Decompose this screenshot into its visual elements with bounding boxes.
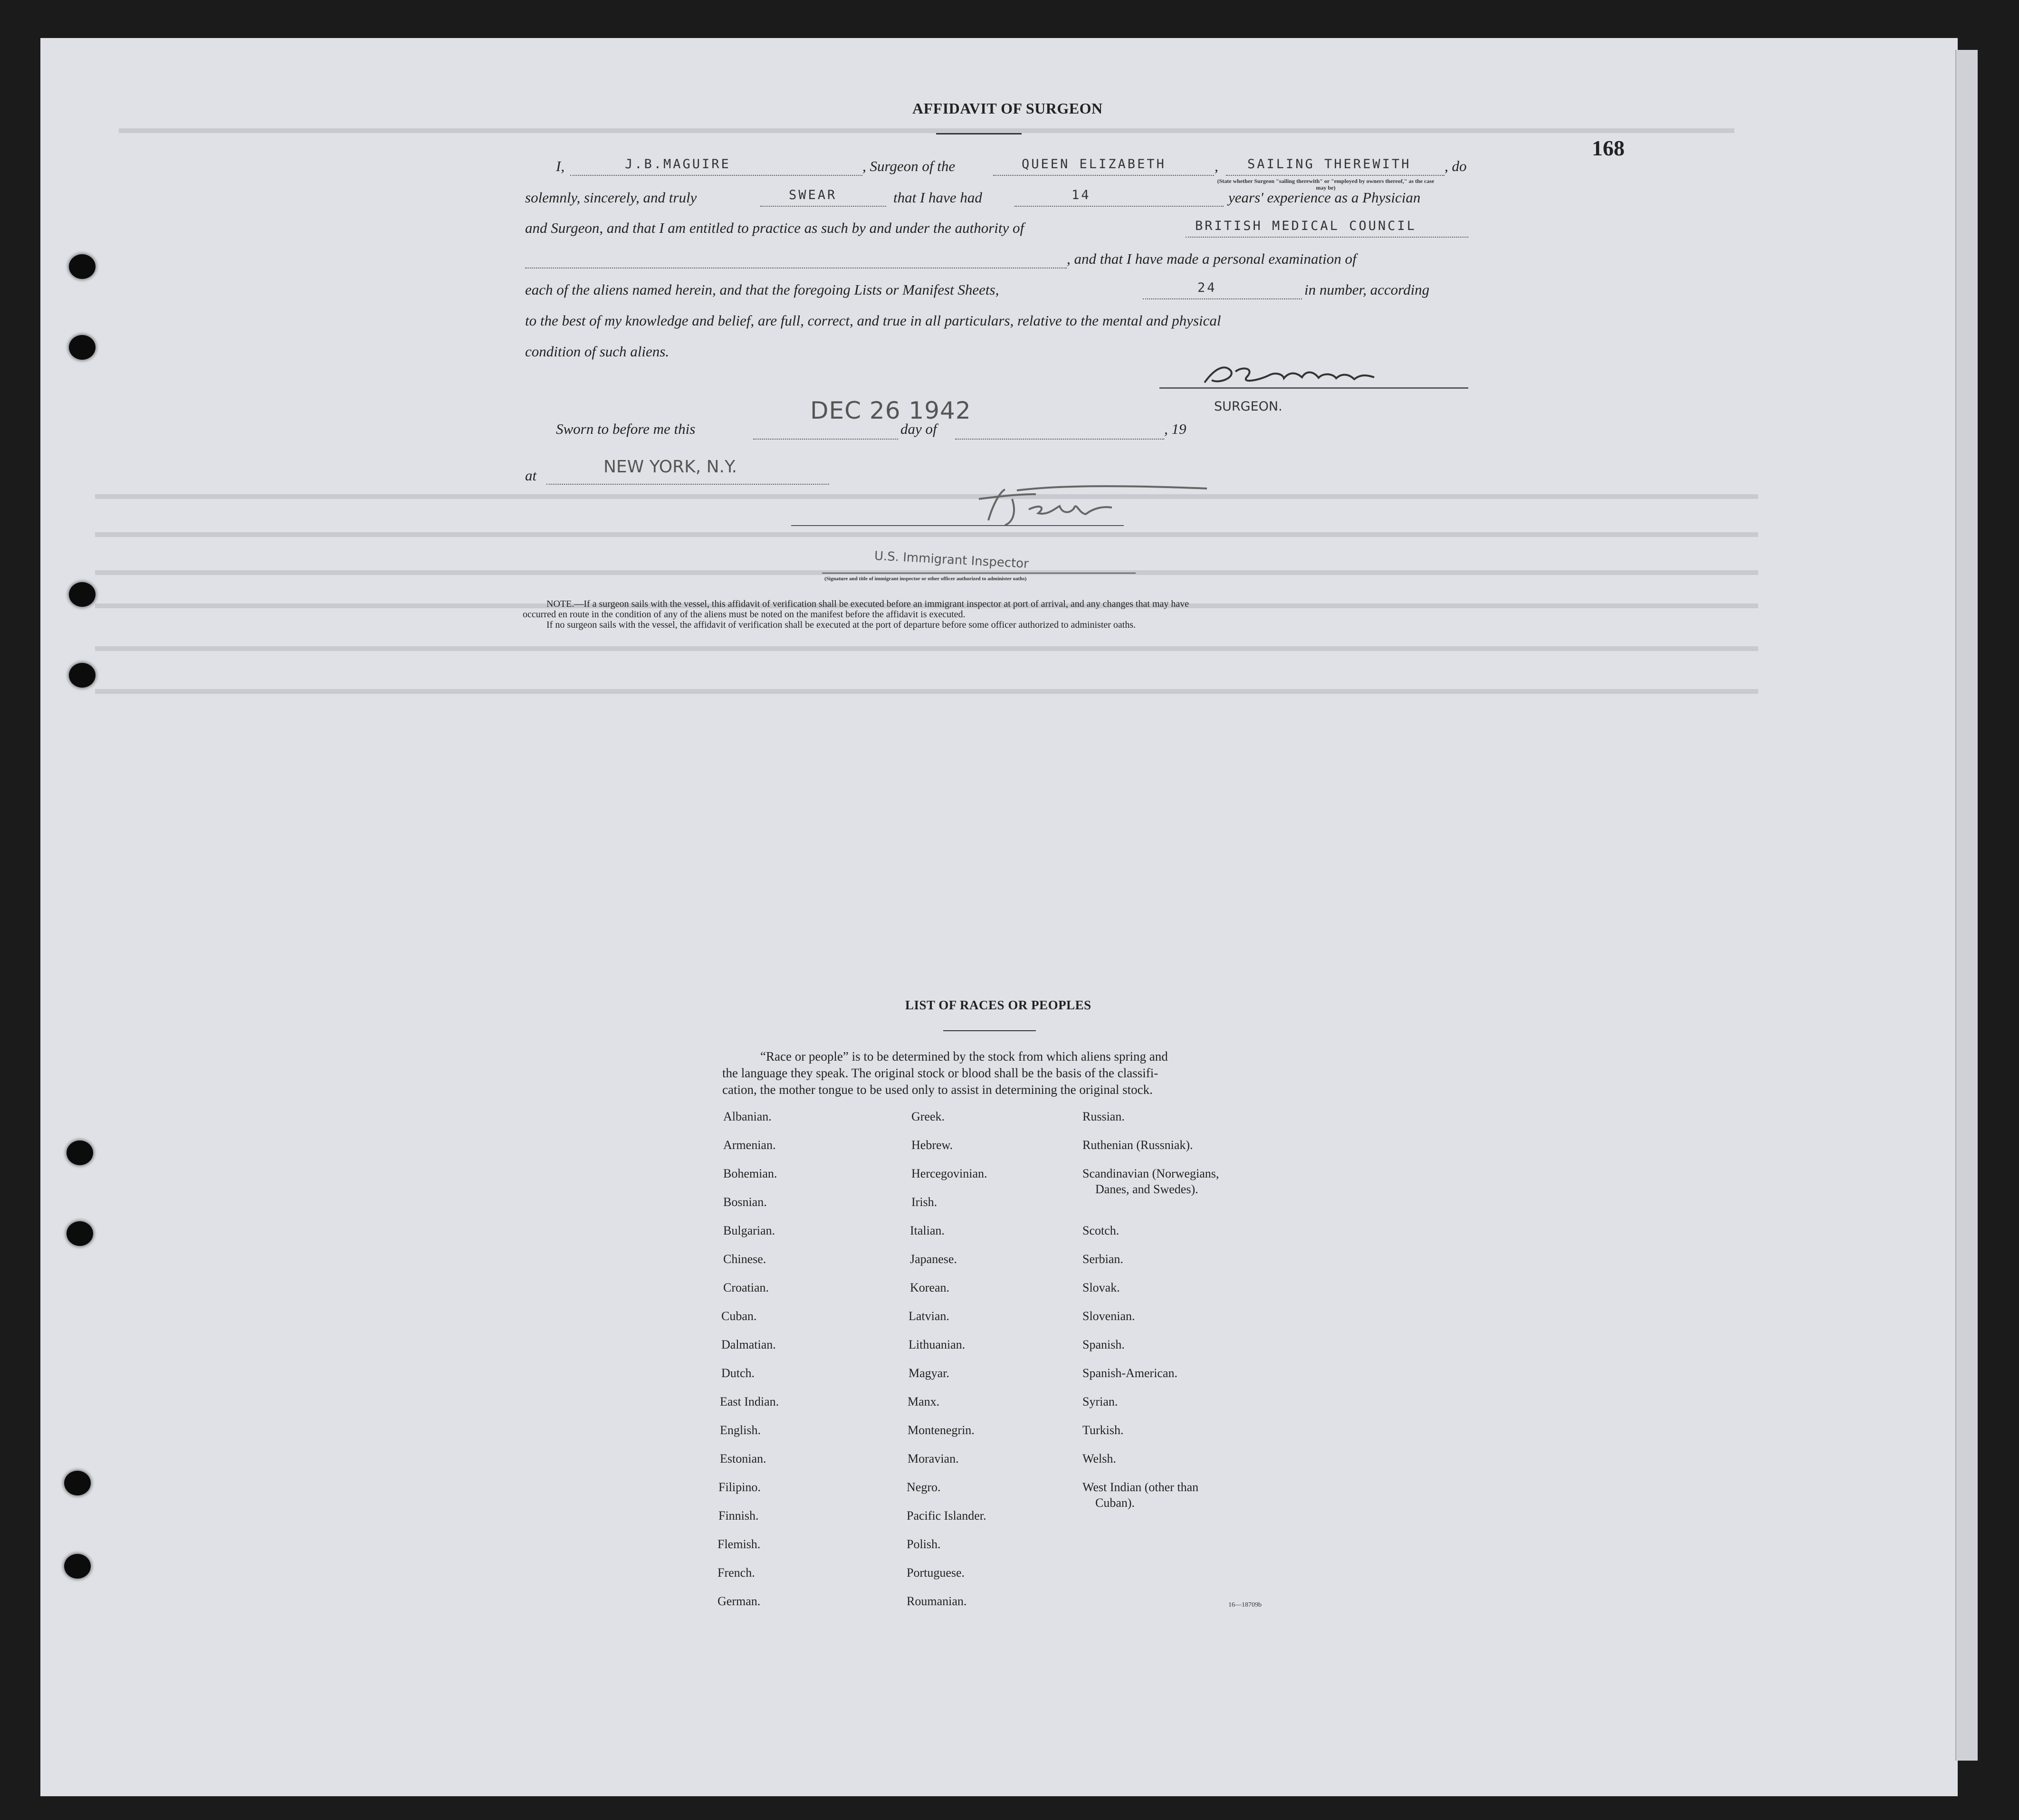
punch-hole	[69, 254, 96, 279]
race-item: Pacific Islander.	[907, 1509, 986, 1523]
bleed-through-row	[119, 128, 1734, 133]
affidavit-line4-end: , and that I have made a personal examination of	[1067, 250, 1357, 267]
race-item: Spanish.	[1082, 1338, 1125, 1351]
race-item: Scandinavian (Norwegians,	[1082, 1167, 1219, 1180]
affidavit-line6: to the best of my knowledge and belief, are full, correct, and true in all particulars, relative to the mental and physical	[525, 312, 1221, 329]
race-item: Hercegovinian.	[911, 1167, 987, 1180]
race-item: Magyar.	[909, 1366, 949, 1380]
affidavit-note-line3: If no surgeon sails with the vessel, the affidavit of verification shall be executed at the port of departure before some officer authorized to administer oaths.	[546, 620, 1136, 630]
races-title: LIST OF RACES OR PEOPLES	[905, 998, 1091, 1012]
at-label: at	[525, 467, 537, 484]
inspector-signature	[789, 480, 1216, 532]
race-item: Finnish.	[718, 1509, 759, 1523]
races-intro-line3: cation, the mother tongue to be used only to assist in determining the original stock.	[722, 1082, 1153, 1097]
race-item: Manx.	[908, 1395, 940, 1408]
inspector-caption: (Signature and title of immigrant inspector or other officer authorized to administer oaths)	[824, 576, 1027, 582]
race-item: Turkish.	[1082, 1423, 1124, 1437]
race-item: Bohemian.	[723, 1167, 777, 1180]
race-item: Estonian.	[720, 1452, 766, 1466]
race-item: Croatian.	[723, 1281, 769, 1294]
race-item: West Indian (other than	[1082, 1480, 1199, 1494]
punch-hole	[67, 1140, 93, 1165]
affidavit-line7: condition of such aliens.	[525, 343, 670, 360]
sworn-label: Sworn to before me this	[556, 421, 696, 437]
inspector-title-stamp: U.S. Immigrant Inspector	[874, 549, 1029, 572]
race-item: Roumanian.	[907, 1594, 967, 1608]
affidavit-line1-comma: ,	[1215, 158, 1218, 174]
punch-hole	[69, 335, 96, 360]
race-item: English.	[720, 1423, 761, 1437]
race-item: Ruthenian (Russniak).	[1082, 1138, 1193, 1152]
month-field	[955, 421, 1164, 440]
race-item: Korean.	[910, 1281, 950, 1294]
races-intro-line1: “Race or people” is to be determined by the stock from which aliens spring and	[760, 1049, 1168, 1063]
race-item: Montenegrin.	[908, 1423, 975, 1437]
race-item: Scotch.	[1082, 1224, 1120, 1237]
race-item: Slovenian.	[1082, 1309, 1135, 1323]
ship-name-field: QUEEN ELIZABETH	[993, 157, 1214, 176]
affidavit-note-line2: occurred en route in the condition of any of the aliens must be noted on the manifest before the affidavit is executed.	[523, 609, 966, 620]
race-item: German.	[718, 1594, 761, 1608]
page-number: 168	[1592, 136, 1625, 160]
race-item: Bosnian.	[723, 1195, 767, 1209]
race-item: Dalmatian.	[721, 1338, 776, 1351]
punch-hole	[64, 1554, 91, 1579]
race-item: Spanish-American.	[1082, 1366, 1178, 1380]
race-item: Armenian.	[723, 1138, 776, 1152]
surgeon-signature-scribble	[1159, 361, 1468, 390]
years-field: 14	[1014, 188, 1224, 207]
surgeon-signature-line	[1159, 387, 1468, 389]
affidavit-line2-end: years' experience as a Physician	[1228, 189, 1421, 206]
race-item: Russian.	[1082, 1110, 1125, 1123]
race-item: Chinese.	[723, 1252, 766, 1266]
race-item: Latvian.	[909, 1309, 949, 1323]
authority-field: BRITISH MEDICAL COUNCIL	[1186, 219, 1468, 238]
bleed-through-row	[95, 532, 1758, 537]
race-item: Lithuanian.	[909, 1338, 966, 1351]
page-edge	[1955, 50, 1978, 1761]
affidavit-line1-end: , do	[1445, 158, 1467, 174]
race-item: Syrian.	[1082, 1395, 1118, 1408]
race-item: Dutch.	[721, 1366, 755, 1380]
inspector-signature-scribble	[789, 480, 1216, 532]
inspector-signature-line	[791, 525, 1124, 526]
sworn-date-stamp: DEC 26 1942	[810, 397, 971, 424]
bleed-through-row	[95, 646, 1758, 651]
day-of-label: day of	[900, 421, 937, 437]
document-page	[40, 38, 1958, 1796]
bleed-through-row	[95, 689, 1758, 694]
affidavit-line1-mid: , Surgeon of the	[862, 158, 956, 174]
races-title-underline	[943, 1030, 1036, 1031]
race-item: French.	[718, 1566, 755, 1580]
affidavit-title: AFFIDAVIT OF SURGEON	[912, 100, 1103, 117]
race-item: Hebrew.	[911, 1138, 953, 1152]
affidavit-line2-mid: that I have had	[893, 189, 982, 206]
race-item: Flemish.	[718, 1537, 761, 1551]
inspector-title-line	[822, 573, 1136, 574]
race-item: Serbian.	[1082, 1252, 1123, 1266]
place-stamp: NEW YORK, N.Y.	[603, 457, 737, 477]
race-item: Polish.	[907, 1537, 941, 1551]
form-number: 16—18709b	[1228, 1601, 1262, 1609]
oath-field: SWEAR	[760, 188, 886, 207]
races-intro-line2: the language they speak. The original stock or blood shall be the basis of the classifi-	[722, 1066, 1158, 1080]
punch-hole	[64, 1471, 91, 1495]
race-item: Greek.	[911, 1110, 945, 1123]
affidavit-line3-start: and Surgeon, and that I am entitled to practice as such by and under the authority of	[525, 220, 1024, 236]
punch-hole	[69, 582, 96, 607]
race-item: Albanian.	[723, 1110, 772, 1123]
affidavit-line2-start: solemnly, sincerely, and truly	[525, 189, 697, 206]
race-item: Portuguese.	[907, 1566, 965, 1580]
race-item: Welsh.	[1082, 1452, 1116, 1466]
punch-hole	[67, 1221, 93, 1246]
race-item: Cuban.	[721, 1309, 757, 1323]
sheets-count-field: 24	[1143, 280, 1302, 299]
race-item: Italian.	[910, 1224, 945, 1237]
race-item: Negro.	[907, 1480, 941, 1494]
affidavit-i: I,	[556, 158, 565, 174]
surgeon-name-field: J.B.MAGUIRE	[570, 157, 862, 176]
authority-continuation-field	[525, 249, 1067, 268]
race-item: Irish.	[911, 1195, 938, 1209]
affidavit-note-line1: NOTE.—If a surgeon sails with the vessel, this affidavit of verification shall be executed before an immigrant inspector at port of arrival, and any changes that may have	[546, 599, 1189, 609]
race-item: Bulgarian.	[723, 1224, 775, 1237]
affidavit-line5-start: each of the aliens named herein, and that the foregoing Lists or Manifest Sheets,	[525, 281, 999, 298]
race-item: Slovak.	[1082, 1281, 1120, 1294]
surgeon-signature	[1159, 361, 1468, 390]
affidavit-line5-end: in number, according	[1304, 281, 1430, 298]
race-item: Filipino.	[718, 1480, 761, 1494]
sailing-status-note: (State whether Surgeon "sailing therewith" or "employed by owners thereof," as the case may be)	[1217, 178, 1435, 191]
race-item: Moravian.	[908, 1452, 959, 1466]
punch-hole	[69, 663, 96, 688]
race-item: Japanese.	[910, 1252, 957, 1266]
surgeon-label: SURGEON.	[1214, 399, 1282, 414]
race-item: East Indian.	[720, 1395, 779, 1408]
race-item: Danes, and Swedes).	[1095, 1182, 1198, 1196]
sailing-status-field: SAILING THEREWITH	[1226, 157, 1445, 176]
year-label: , 19	[1164, 421, 1187, 437]
race-item: Cuban).	[1095, 1496, 1135, 1510]
title-underline	[936, 133, 1022, 134]
